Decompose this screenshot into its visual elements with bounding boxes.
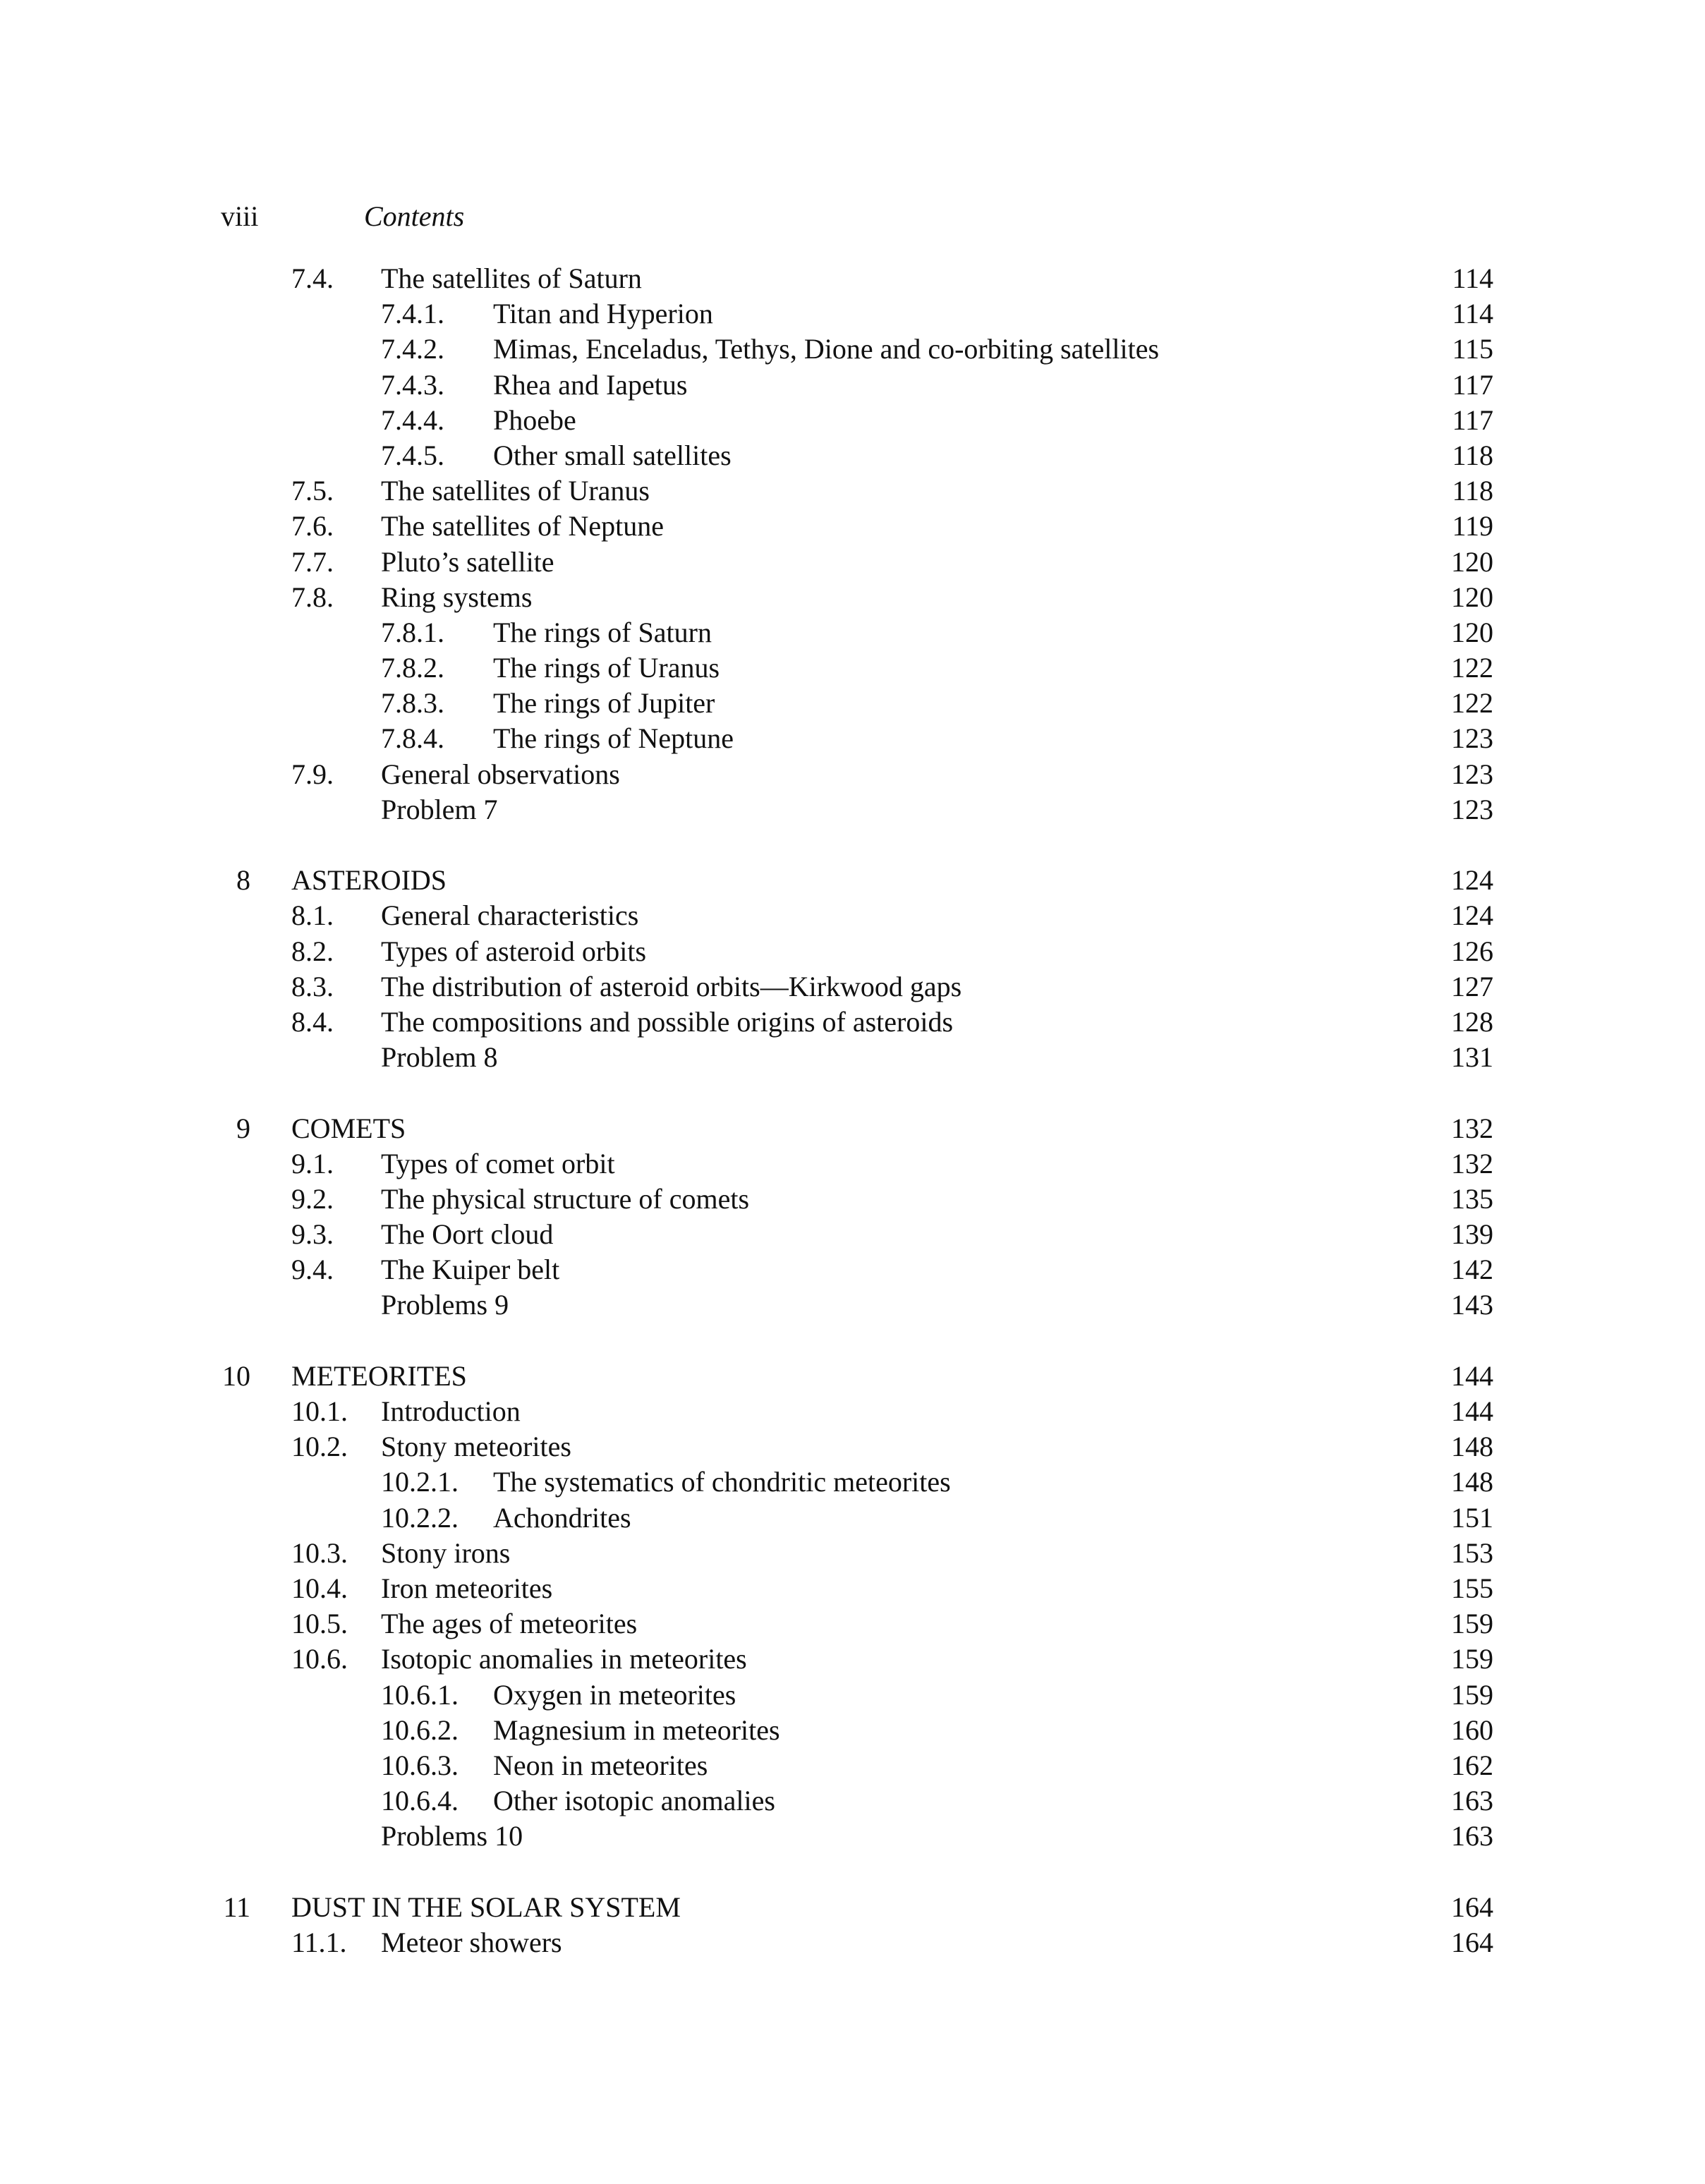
- toc-subsection-entry[interactable]: [0, 1464, 1705, 1500]
- toc-entry-number: 7.4.4.: [381, 404, 444, 436]
- toc-entry-title: The compositions and possible origins of asteroids: [381, 1005, 954, 1038]
- toc-entry-number: 7.9.: [291, 758, 334, 790]
- toc-section-entry[interactable]: [0, 934, 1705, 969]
- toc-section-entry[interactable]: [0, 898, 1705, 933]
- toc-entry-page: 114: [1452, 298, 1493, 330]
- table-of-contents: [0, 261, 1705, 1960]
- toc-entry-number: 9.3.: [291, 1218, 334, 1251]
- toc-entry-number: 10.2.2.: [381, 1501, 459, 1534]
- toc-entry-page: 162: [1451, 1749, 1493, 1781]
- toc-section-entry[interactable]: [0, 580, 1705, 615]
- toc-entry-title: Neon in meteorites: [493, 1749, 708, 1781]
- toc-entry-title: The satellites of Saturn: [381, 262, 642, 294]
- toc-entry-title: Problem 7: [381, 793, 498, 825]
- running-title: Contents: [364, 200, 465, 232]
- toc-entry-page: 132: [1451, 1147, 1493, 1179]
- toc-entry-title: Problems 9: [381, 1289, 509, 1321]
- toc-entry-page: 160: [1451, 1713, 1493, 1746]
- toc-entry-title: Stony irons: [381, 1536, 511, 1569]
- toc-section-entry[interactable]: [0, 1252, 1705, 1287]
- toc-section-entry[interactable]: [0, 1819, 1705, 1854]
- toc-section-entry[interactable]: [0, 1217, 1705, 1252]
- toc-entry-page: 123: [1451, 722, 1493, 755]
- toc-entry-page: 120: [1451, 616, 1493, 648]
- toc-entry-title: Phoebe: [493, 404, 576, 436]
- toc-entry-title: Iron meteorites: [381, 1572, 553, 1604]
- toc-entry-page: 143: [1451, 1289, 1493, 1321]
- toc-subsection-entry[interactable]: [0, 438, 1705, 473]
- toc-entry-title: DUST IN THE SOLAR SYSTEM: [291, 1891, 681, 1923]
- toc-entry-page: 127: [1451, 970, 1493, 1002]
- toc-entry-title: Pluto’s satellite: [381, 545, 554, 578]
- toc-section-entry[interactable]: [0, 792, 1705, 827]
- toc-entry-title: COMETS: [291, 1112, 406, 1144]
- toc-entry-page: 117: [1452, 368, 1493, 401]
- toc-entry-page: 151: [1451, 1501, 1493, 1534]
- toc-entry-page: 118: [1452, 475, 1493, 507]
- toc-section-entry[interactable]: [0, 1287, 1705, 1323]
- toc-entry-title: The rings of Neptune: [493, 722, 734, 755]
- toc-entry-page: 120: [1451, 581, 1493, 613]
- toc-entry-number: 9.1.: [291, 1147, 334, 1179]
- toc-section-entry[interactable]: [0, 1642, 1705, 1677]
- toc-entry-number: 10.1.: [291, 1395, 348, 1427]
- toc-chapter-entry[interactable]: [0, 1111, 1705, 1146]
- toc-entry-page: 122: [1451, 687, 1493, 720]
- toc-subsection-entry[interactable]: [0, 1500, 1705, 1536]
- toc-entry-title: The systematics of chondritic meteorites: [493, 1466, 951, 1498]
- toc-subsection-entry[interactable]: [0, 296, 1705, 332]
- toc-section-entry[interactable]: [0, 1606, 1705, 1642]
- toc-entry-page: 163: [1451, 1785, 1493, 1817]
- toc-entry-number: 11: [223, 1891, 250, 1923]
- toc-entry-title: Problem 8: [381, 1041, 498, 1074]
- toc-subsection-entry[interactable]: [0, 615, 1705, 650]
- toc-entry-number: 7.4.5.: [381, 439, 444, 471]
- toc-entry-title: Mimas, Enceladus, Tethys, Dione and co-orbiting satellites: [493, 333, 1160, 365]
- toc-section-entry[interactable]: [0, 1536, 1705, 1571]
- toc-entry-number: 8.4.: [291, 1005, 334, 1038]
- toc-entry-number: 11.1.: [291, 1926, 347, 1958]
- toc-entry-page: 120: [1451, 545, 1493, 578]
- toc-entry-title: ASTEROIDS: [291, 864, 447, 897]
- toc-entry-page: 128: [1451, 1005, 1493, 1038]
- toc-entry-title: Ring systems: [381, 581, 533, 613]
- toc-subsection-entry[interactable]: [0, 1713, 1705, 1748]
- toc-entry-page: 155: [1451, 1572, 1493, 1604]
- toc-section-entry[interactable]: [0, 1182, 1705, 1217]
- toc-entry-page: 163: [1451, 1820, 1493, 1852]
- toc-entry-number: 10.6.2.: [381, 1713, 459, 1746]
- toc-entry-number: 7.8.2.: [381, 652, 444, 684]
- toc-entry-title: Other isotopic anomalies: [493, 1785, 775, 1817]
- toc-entry-page: 123: [1451, 758, 1493, 790]
- toc-section-entry[interactable]: [0, 969, 1705, 1005]
- toc-entry-number: 7.8.1.: [381, 616, 444, 648]
- toc-entry-number: 8.2.: [291, 935, 334, 967]
- toc-entry-page: 159: [1451, 1678, 1493, 1711]
- toc-section-entry[interactable]: [0, 1571, 1705, 1606]
- toc-section-entry[interactable]: [0, 261, 1705, 296]
- toc-entry-page: 148: [1451, 1431, 1493, 1463]
- toc-entry-page: 119: [1452, 510, 1493, 542]
- toc-entry-page: 124: [1451, 899, 1493, 932]
- toc-entry-title: Achondrites: [493, 1501, 631, 1534]
- toc-entry-number: 8.3.: [291, 970, 334, 1002]
- toc-section-entry[interactable]: [0, 1005, 1705, 1040]
- toc-entry-number: 10.2.: [291, 1431, 348, 1463]
- toc-entry-page: 164: [1451, 1926, 1493, 1958]
- toc-entry-title: Meteor showers: [381, 1926, 562, 1958]
- toc-entry-page: 123: [1451, 793, 1493, 825]
- toc-entry-page: 114: [1452, 262, 1493, 294]
- toc-entry-title: Oxygen in meteorites: [493, 1678, 736, 1711]
- toc-subsection-entry[interactable]: [0, 1748, 1705, 1783]
- toc-subsection-entry[interactable]: [0, 721, 1705, 756]
- toc-entry-title: The physical structure of comets: [381, 1182, 750, 1215]
- toc-entry-title: Types of comet orbit: [381, 1147, 615, 1179]
- toc-entry-number: 7.4.3.: [381, 368, 444, 401]
- toc-entry-number: 10.6.: [291, 1643, 348, 1675]
- toc-entry-title: Titan and Hyperion: [493, 298, 713, 330]
- toc-entry-page: 126: [1451, 935, 1493, 967]
- toc-entry-page: 139: [1451, 1218, 1493, 1251]
- toc-entry-title: The ages of meteorites: [381, 1608, 638, 1640]
- toc-entry-number: 7.8.: [291, 581, 334, 613]
- toc-entry-title: Isotopic anomalies in meteorites: [381, 1643, 747, 1675]
- toc-entry-page: 118: [1452, 439, 1493, 471]
- toc-section-entry[interactable]: [0, 509, 1705, 544]
- toc-entry-title: The Kuiper belt: [381, 1254, 560, 1286]
- toc-entry-number: 7.8.3.: [381, 687, 444, 720]
- toc-entry-page: 144: [1451, 1395, 1493, 1427]
- toc-chapter-entry[interactable]: [0, 863, 1705, 898]
- toc-entry-number: 8: [236, 864, 250, 897]
- toc-entry-title: Other small satellites: [493, 439, 732, 471]
- toc-entry-title: METEORITES: [291, 1359, 467, 1392]
- toc-entry-number: 10.4.: [291, 1572, 348, 1604]
- toc-section-entry[interactable]: [0, 545, 1705, 580]
- toc-entry-title: Rhea and Iapetus: [493, 368, 688, 401]
- page-number: viii: [221, 200, 259, 232]
- toc-entry-number: 8.1.: [291, 899, 334, 932]
- toc-entry-number: 9.2.: [291, 1182, 334, 1215]
- toc-entry-number: 10.6.3.: [381, 1749, 459, 1781]
- toc-entry-title: The Oort cloud: [381, 1218, 554, 1251]
- toc-entry-page: 144: [1451, 1359, 1493, 1392]
- toc-section-entry[interactable]: [0, 1429, 1705, 1464]
- toc-section-entry[interactable]: [0, 1394, 1705, 1429]
- toc-entry-page: 159: [1451, 1643, 1493, 1675]
- toc-section-entry[interactable]: [0, 1040, 1705, 1075]
- toc-entry-page: 117: [1452, 404, 1493, 436]
- toc-entry-number: 7.8.4.: [381, 722, 444, 755]
- toc-entry-page: 159: [1451, 1608, 1493, 1640]
- toc-entry-number: 7.5.: [291, 475, 334, 507]
- toc-subsection-entry[interactable]: [0, 650, 1705, 686]
- toc-entry-title: The rings of Uranus: [493, 652, 720, 684]
- toc-entry-title: The satellites of Uranus: [381, 475, 650, 507]
- toc-entry-number: 10: [222, 1359, 250, 1392]
- toc-entry-title: Stony meteorites: [381, 1431, 571, 1463]
- toc-section-entry[interactable]: [0, 1925, 1705, 1960]
- toc-entry-title: Types of asteroid orbits: [381, 935, 647, 967]
- toc-chapter-entry[interactable]: [0, 1359, 1705, 1394]
- toc-entry-number: 10.6.4.: [381, 1785, 459, 1817]
- toc-entry-title: The satellites of Neptune: [381, 510, 664, 542]
- toc-entry-number: 7.4.: [291, 262, 334, 294]
- toc-entry-page: 131: [1451, 1041, 1493, 1074]
- toc-entry-page: 132: [1451, 1112, 1493, 1144]
- toc-entry-page: 164: [1451, 1891, 1493, 1923]
- toc-entry-page: 135: [1451, 1182, 1493, 1215]
- toc-entry-title: The rings of Jupiter: [493, 687, 715, 720]
- toc-entry-page: 115: [1452, 333, 1493, 365]
- toc-entry-number: 7.6.: [291, 510, 334, 542]
- toc-entry-number: 9.4.: [291, 1254, 334, 1286]
- toc-entry-number: 9: [236, 1112, 250, 1144]
- toc-subsection-entry[interactable]: [0, 1783, 1705, 1819]
- toc-entry-title: Magnesium in meteorites: [493, 1713, 780, 1746]
- toc-entry-number: 10.6.1.: [381, 1678, 459, 1711]
- toc-subsection-entry[interactable]: [0, 368, 1705, 403]
- toc-entry-number: 10.5.: [291, 1608, 348, 1640]
- toc-entry-number: 10.3.: [291, 1536, 348, 1569]
- toc-section-entry[interactable]: [0, 757, 1705, 792]
- page-header: [0, 199, 1705, 234]
- toc-section-entry[interactable]: [0, 1146, 1705, 1182]
- toc-entry-page: 153: [1451, 1536, 1493, 1569]
- toc-entry-number: 7.4.1.: [381, 298, 444, 330]
- toc-subsection-entry[interactable]: [0, 332, 1705, 367]
- toc-entry-number: 7.4.2.: [381, 333, 444, 365]
- toc-entry-title: The distribution of asteroid orbits—Kirkwood gaps: [381, 970, 962, 1002]
- toc-entry-title: General characteristics: [381, 899, 639, 932]
- toc-entry-title: General observations: [381, 758, 620, 790]
- toc-entry-title: Introduction: [381, 1395, 521, 1427]
- toc-entry-page: 122: [1451, 652, 1493, 684]
- toc-subsection-entry[interactable]: [0, 403, 1705, 438]
- toc-entry-page: 148: [1451, 1466, 1493, 1498]
- toc-entry-title: Problems 10: [381, 1820, 523, 1852]
- toc-entry-page: 124: [1451, 864, 1493, 897]
- toc-chapter-entry[interactable]: [0, 1890, 1705, 1925]
- toc-entry-number: 10.2.1.: [381, 1466, 459, 1498]
- toc-entry-number: 7.7.: [291, 545, 334, 578]
- toc-entry-title: The rings of Saturn: [493, 616, 712, 648]
- toc-section-entry[interactable]: [0, 473, 1705, 509]
- toc-subsection-entry[interactable]: [0, 686, 1705, 721]
- toc-subsection-entry[interactable]: [0, 1678, 1705, 1713]
- toc-entry-page: 142: [1451, 1254, 1493, 1286]
